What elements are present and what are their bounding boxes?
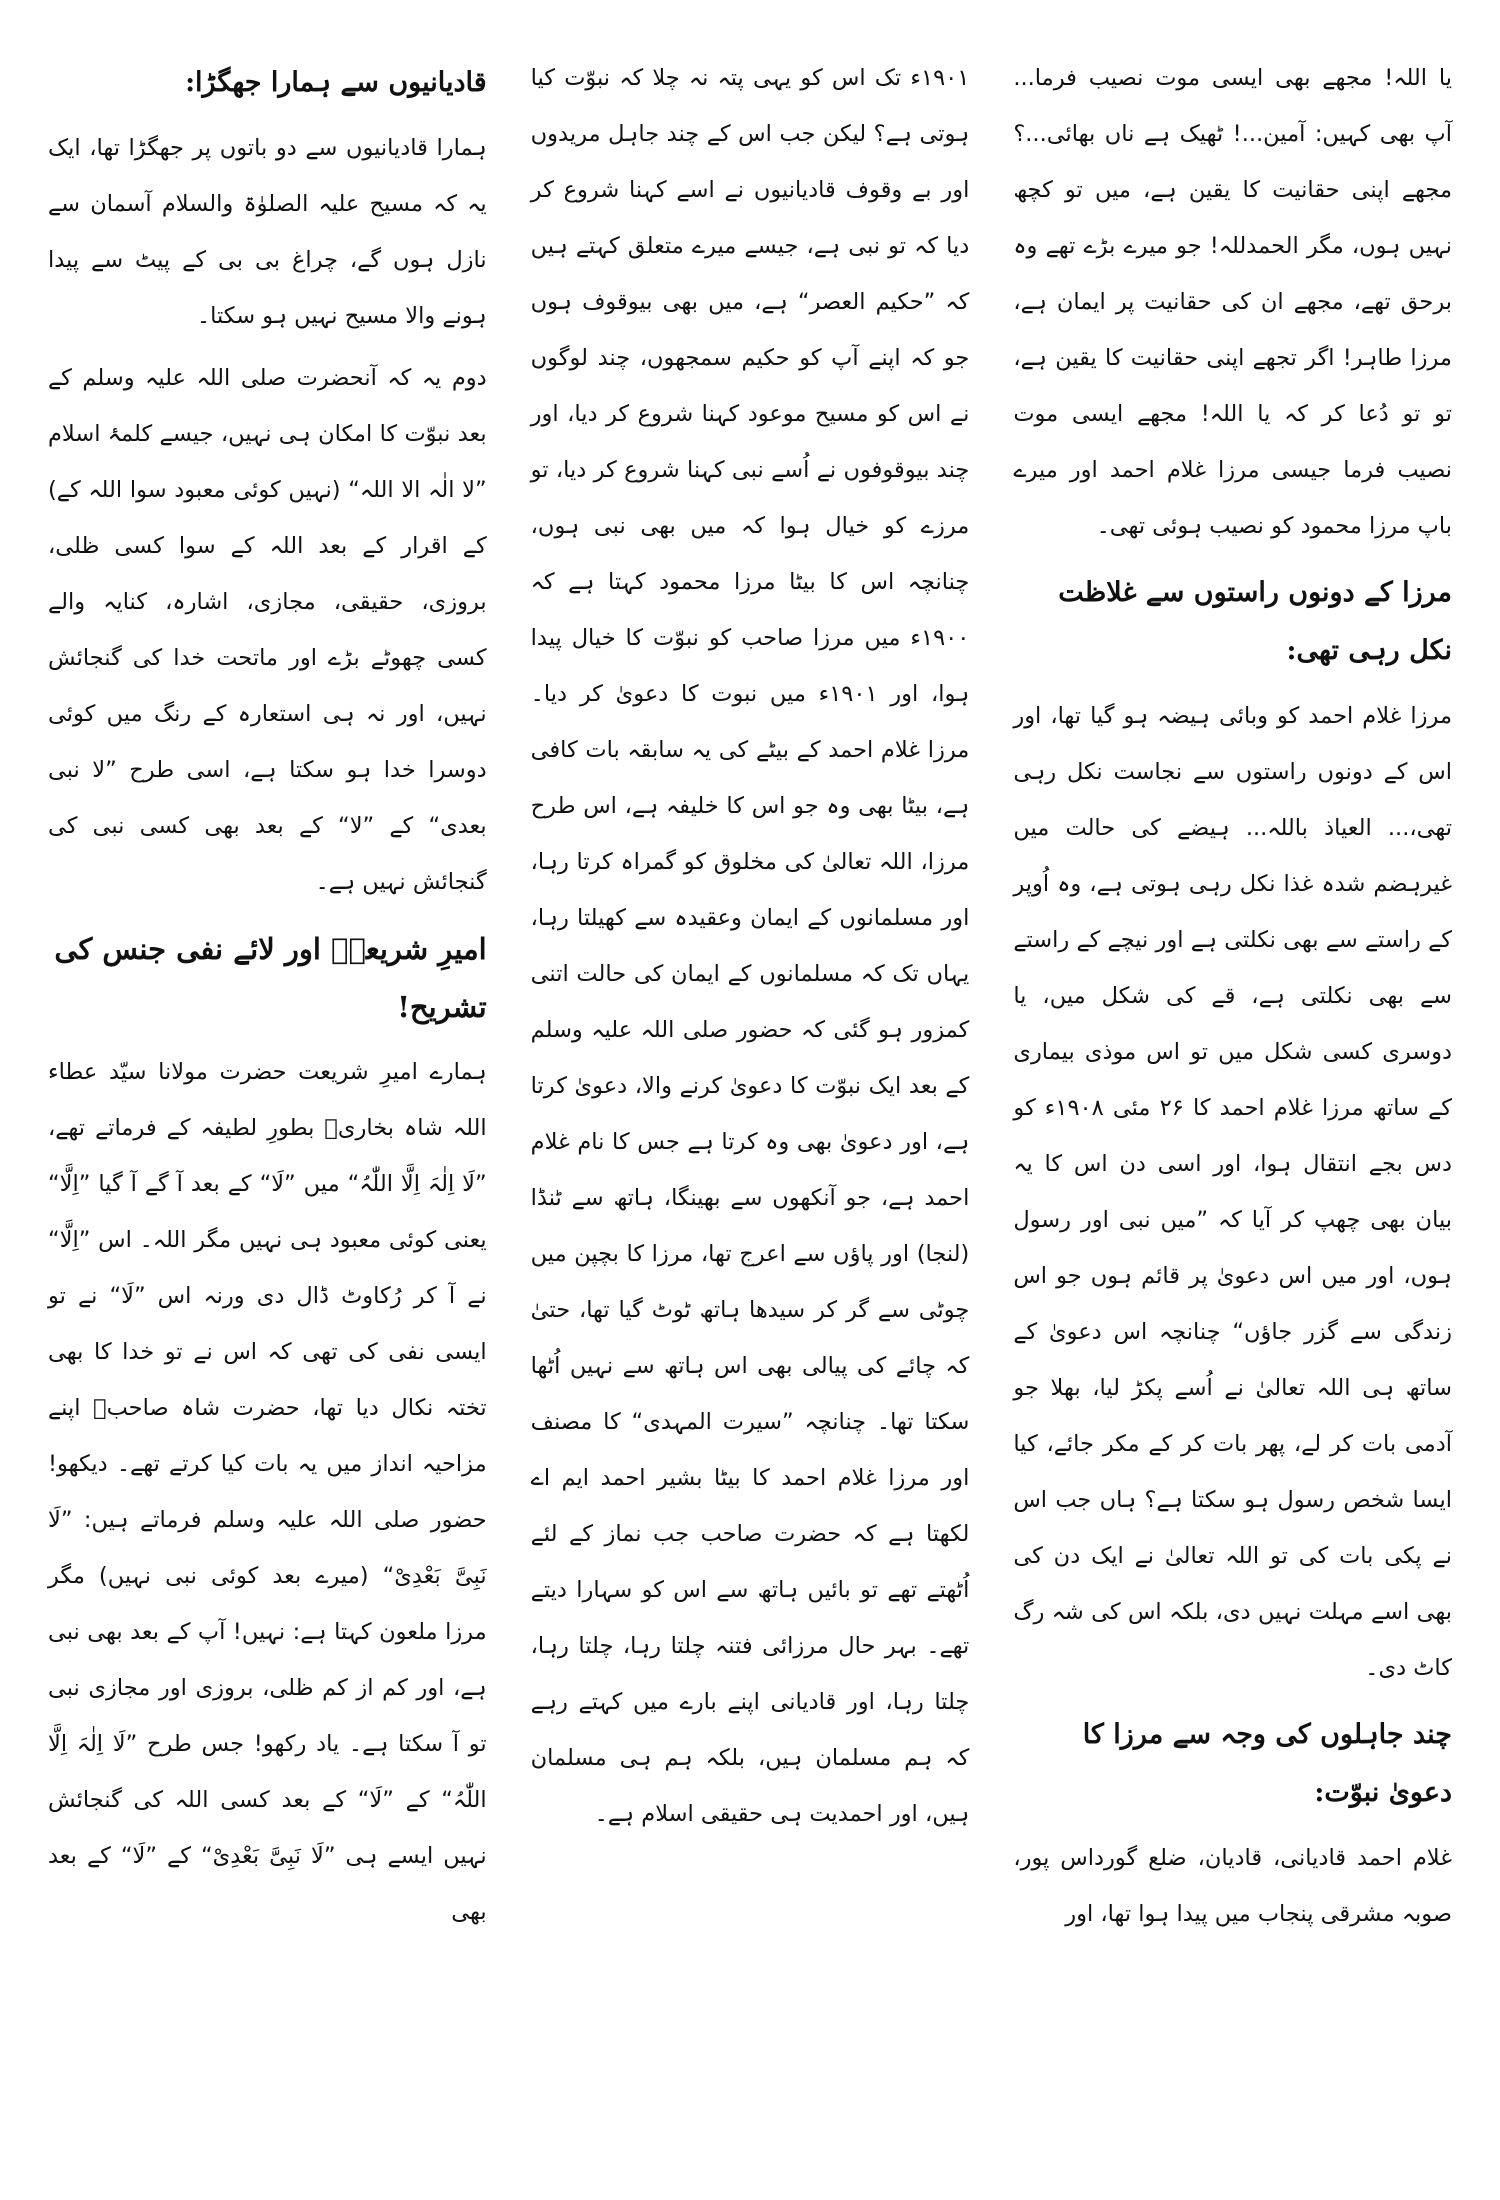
paragraph: ہمارا قادیانیوں سے دو باتوں پر جھگڑا تھا، ایک یہ کہ مسیح علیہ الصلوٰۃ والسلام آسمان سے نازل ہوں گے، چراغ بی بی کے پیٹ سے پیدا ہونے والا مسیح نہیں ہو سکتا۔: [47, 135, 487, 329]
paragraph: مرزا غلام احمد کو وبائی ہیضہ ہو گیا تھا، اور اس کے دونوں راستوں سے نجاست نکل رہی تھی،... العیاذ باللہ... ہیضے کی حالت میں غیرہضم شدہ غذا نکل رہی ہوتی ہے، وہ اُوپر کے راستے سے بھی نکلتی ہے اور نیچے کے راستے سے بھی نکلتی ہے، قے کی شکل میں، یا دوسری کسی شکل میں تو اس موذی بیماری کے ساتھ مرزا غلام احمد کا ۲۶ مئی ۱۹۰۸ء کو دس بجے انتقال ہوا، اور اسی دن اس کا یہ بیان بھی چھپ کر آیا کہ ”میں نبی اور رسول ہوں، اور میں اس دعویٰ پر قائم ہوں جو اس زندگی سے گزر جاؤں“ چنانچہ اس دعویٰ کے ساتھ ہی اللہ تعالیٰ نے اُسے پکڑ لیا، بھلا جو آدمی بات کر لے، پھر بات کر کے مکر جائے، کیا ایسا شخص رسول ہو سکتا ہے؟ ہاں جب اس نے پکی بات کی تو اللہ تعالیٰ نے ایک دن کی بھی اسے مہلت نہیں دی، بلکہ اس کی شہ رگ کاٹ دی۔: [1013, 703, 1452, 1681]
paragraph: غلام احمد قادیانی، قادیان، ضلع گورداس پور، صوبہ مشرقی پنجاب میں پیدا ہوا تھا، اور: [1013, 1845, 1452, 1927]
column-left: [48, 50, 487, 2160]
paragraph: دوم یہ کہ آنحضرت صلی اللہ علیہ وسلم کے بعد نبوّت کا امکان ہی نہیں، جیسے کلمۂ اسلام ”لا الٰہ الا اللہ“ (نہیں کوئی معبود سوا اللہ کے) کے اقرار کے بعد اللہ کے سوا کسی ظلی، بروزی، حقیقی، مجازی، اشارہ، کنایہ والے کسی چھوٹے بڑے اور ماتحت خدا کی گنجائش نہیں، اور نہ ہی استعارہ کے رنگ میں کوئی دوسرا خدا ہو سکتا ہے، اسی طرح ”لا نبی بعدی“ کے ”لا“ کے بعد بھی کسی نبی کی گنجائش نہیں ہے۔: [47, 365, 487, 895]
paragraph: ہمارے امیرِ شریعت حضرت مولانا سیّد عطاء اللہ شاہ بخاریؒ بطورِ لطیفہ کے فرماتے تھے، ”لَا اِلٰہَ اِلَّا اللّٰہُ“ میں ”لَا“ کے بعد آ گے آ گیا ”اِلَّا“ یعنی کوئی معبود ہی نہیں مگر اللہ۔ اس ”اِلَّا“ نے آ کر رُکاوٹ ڈال دی ورنہ اس ”لَا“ نے تو ایسی نفی کی تھی کہ اس نے تو خدا کا بھی تختہ نکال دیا تھا، حضرت شاہ صاحبؒ اپنے مزاحیہ انداز میں یہ بات کیا کرتے تھے۔ دیکھو! حضور صلی اللہ علیہ وسلم فرماتے ہیں: ”لَا نَبِیَّ بَعْدِیْ“ (میرے بعد کوئی نبی نہیں) مگر مرزا ملعون کہتا ہے: نہیں! آپ کے بعد بھی نبی ہے، اور کم از کم ظلی، بروزی اور مجازی نبی تو آ سکتا ہے۔ یاد رکھو! جس طرح ”لَا اِلٰہَ اِلَّا اللّٰہُ“ کے ”لَا“ کے بعد کسی اللہ کی گنجائش نہیں ایسے ہی ”لَا نَبِیَّ بَعْدِیْ“ کے ”لَا“ کے بعد بھی: [47, 1059, 487, 1925]
section-heading: چند جاہلوں کی وجہ سے مرزا کا دعویٰ نبوّت:: [1082, 1719, 1452, 1808]
section-heading: مرزا کے دونوں راستوں سے غلاظت نکل رہی تھی:: [1058, 577, 1452, 666]
section-heading: قادیانیوں سے ہمارا جھگڑا:: [185, 67, 487, 98]
paragraph: یا اللہ! مجھے بھی ایسی موت نصیب فرما... آپ بھی کہیں: آمین...! ٹھیک ہے ناں بھائی...؟ مجھے اپنی حقانیت کا یقین ہے، میں تو کچھ نہیں ہوں، مگر الحمدللہ! جو میرے بڑے تھے وہ برحق تھے، مجھے ان کی حقانیت پر ایمان ہے، مرزا طاہر! اگر تجھے اپنی حقانیت کا یقین ہے، تو تو دُعا کر کہ یا اللہ! مجھے ایسی موت نصیب فرما جیسی مرزا غلام احمد اور میرے باپ مرزا محمود کو نصیب ہوئی تھی۔: [1013, 65, 1452, 539]
column-right: [1013, 50, 1452, 2160]
paragraph: ۱۹۰۱ء تک اس کو یہی پتہ نہ چلا کہ نبوّت کیا ہوتی ہے؟ لیکن جب اس کے چند جاہل مریدوں اور بے وقوف قادیانیوں نے اسے کہنا شروع کر دیا کہ تو نبی ہے، جیسے میرے متعلق کہتے ہیں کہ ”حکیم العصر“ ہے، میں بھی بیوقوف ہوں جو کہ اپنے آپ کو حکیم سمجھوں، چند لوگوں نے اس کو مسیح موعود کہنا شروع کر دیا، اور چند بیوقوفوں نے اُسے نبی کہنا شروع کر دیا، تو مرزے کو خیال ہوا کہ میں بھی نبی ہوں، چنانچہ اس کا بیٹا مرزا محمود کہتا ہے کہ ۱۹۰۰ء میں مرزا صاحب کو نبوّت کا خیال پیدا ہوا، اور ۱۹۰۱ء میں نبوت کا دعویٰ کر دیا۔ مرزا غلام احمد کے بیٹے کی یہ سابقہ بات کافی ہے، بیٹا بھی وہ جو اس کا خلیفہ ہے، اس طرح مرزا، اللہ تعالیٰ کی مخلوق کو گمراہ کرتا رہا، اور مسلمانوں کے ایمان وعقیدہ سے کھیلتا رہا، یہاں تک کہ مسلمانوں کے ایمان کی حالت اتنی کمزور ہو گئی کہ حضور صلی اللہ علیہ وسلم کے بعد ایک نبوّت کا دعویٰ کرنے والا، دعویٰ کرتا ہے، اور دعویٰ بھی وہ کرتا ہے جس کا نام غلام احمد ہے، جو آنکھوں سے بھینگا، ہاتھ سے ٹنڈا (لنجا) اور پاؤں سے اعرج تھا، مرزا کا بچپن میں چوٹی سے گر کر سیدھا ہاتھ ٹوٹ گیا تھا، حتیٰ کہ چائے کی پیالی بھی اس ہاتھ سے نہیں اُٹھا سکتا تھا۔ چنانچہ ”سیرت المہدی“ کا مصنف اور مرزا غلام احمد کا بیٹا بشیر احمد ایم اے لکھتا ہے کہ حضرت صاحب جب نماز کے لئے اُٹھتے تھے تو بائیں ہاتھ سے اس کو سہارا دیتے تھے۔ بہر حال مرزائی فتنہ چلتا رہا، چلتا رہا، چلتا رہا، اور قادیانی اپنے بارے میں کہتے رہے کہ ہم مسلمان ہیں، بلکہ ہم ہی مسلمان ہیں، اور احمدیت ہی حقیقی اسلام ہے۔: [530, 65, 970, 1827]
column-middle: [531, 50, 970, 2160]
section-heading: امیرِ شریعتؒ اور لائے نفی جنس کی تشریح!: [54, 932, 487, 1024]
